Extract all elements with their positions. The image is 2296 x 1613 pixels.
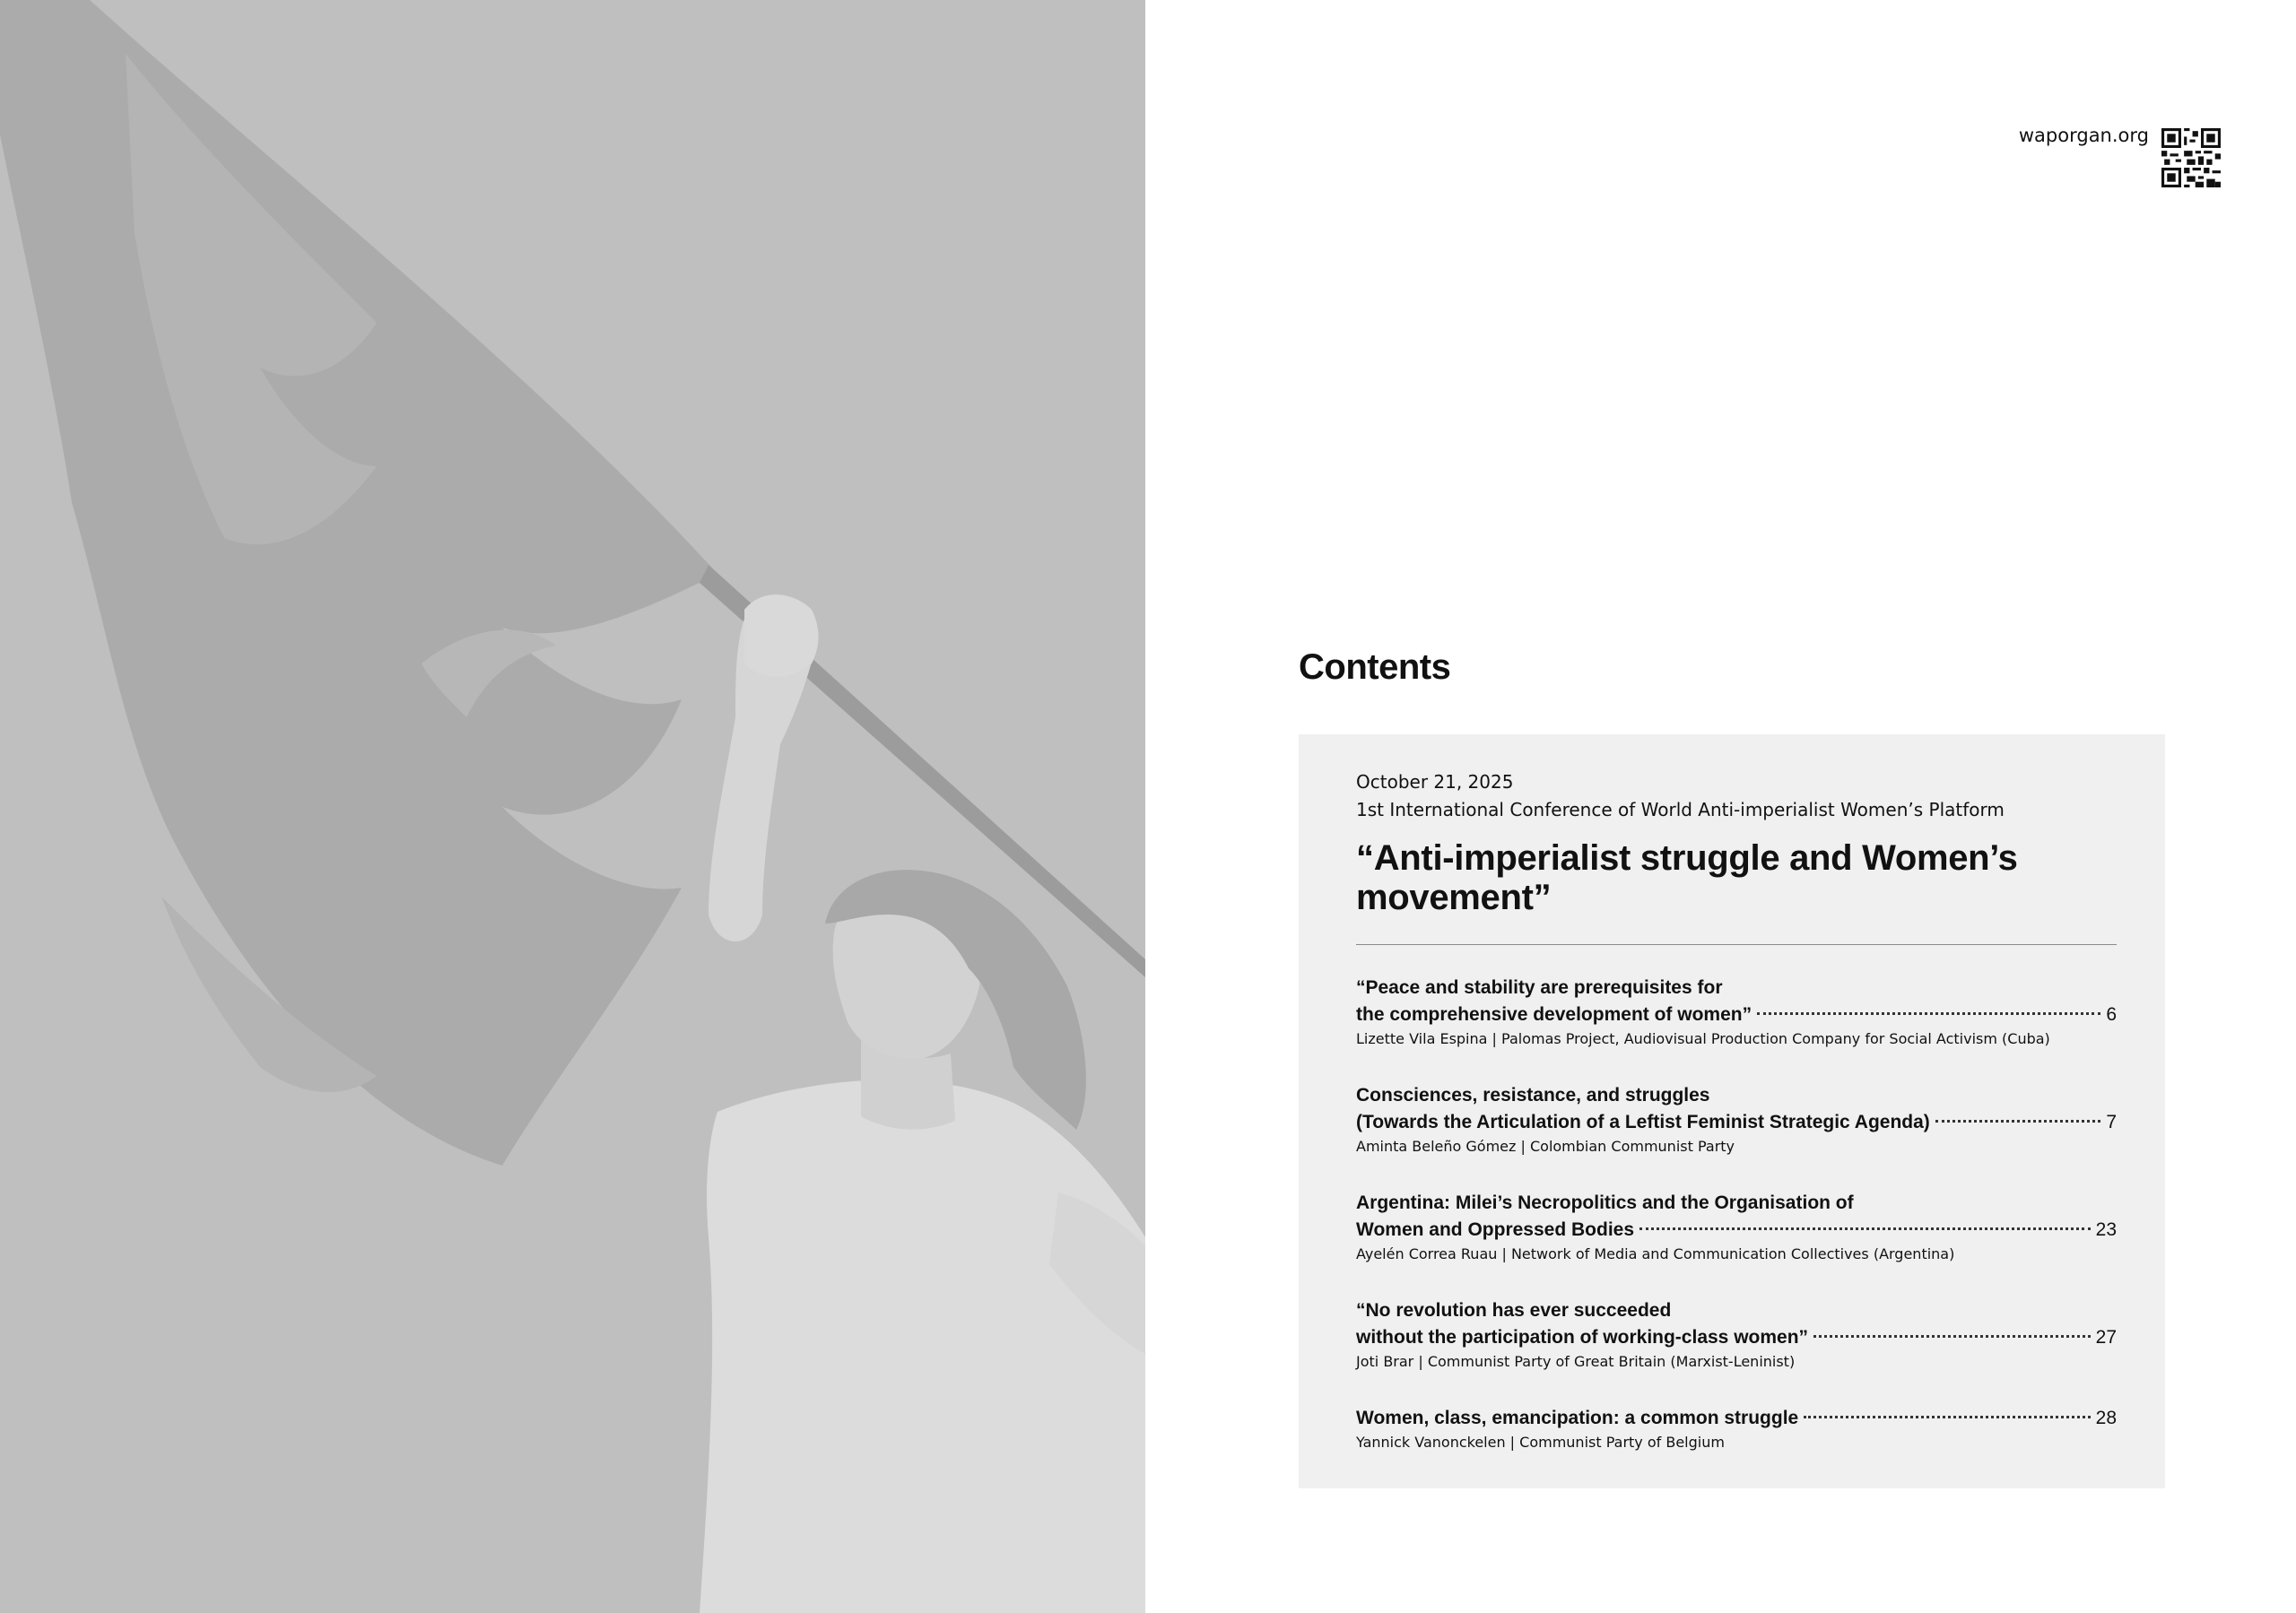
toc-author: Lizette Vila Espina | Palomas Project, Audiovisual Production Company for Social Activism (Cuba) — [1356, 1030, 2050, 1047]
divider — [1356, 944, 2117, 945]
toc-entry[interactable] — [1356, 1297, 2117, 1373]
toc-entry-title-line — [1356, 1324, 2117, 1351]
conference-date: October 21, 2025 — [1356, 771, 1514, 793]
contents-box — [1299, 734, 2165, 1488]
toc-page-number: 23 — [2095, 1219, 2117, 1240]
toc-entry-title: (Towards the Articulation of a Leftist Feminist Strategic Agenda) — [1356, 1112, 1930, 1132]
toc-entry[interactable] — [1356, 1082, 2117, 1158]
toc-entry-title-line — [1356, 1405, 2117, 1432]
toc-entry-title: without the participation of working-class women” — [1356, 1327, 1809, 1348]
woman-waving-flag-illustration — [0, 0, 1145, 1613]
conference-title: “Anti-imperialist struggle and Women’s movement” — [1356, 838, 2018, 917]
toc-leader-dots — [1813, 1335, 2091, 1338]
toc-author: Yannick Vanonckelen | Communist Party of Belgium — [1356, 1434, 1725, 1451]
toc-page-number: 27 — [2095, 1327, 2117, 1348]
toc-entry-title: Women and Oppressed Bodies — [1356, 1219, 1635, 1240]
contents-page — [1145, 0, 2296, 1613]
toc-entry[interactable] — [1356, 1405, 2117, 1453]
toc-entry-title: “Peace and stability are prerequisites for — [1356, 977, 1723, 998]
toc-entry-title-line — [1356, 1002, 2117, 1028]
toc-entry-title-line — [1356, 1109, 2117, 1136]
toc-leader-dots — [1639, 1227, 2091, 1230]
toc-leader-dots — [1935, 1120, 2101, 1123]
cover-illustration — [0, 0, 1145, 1613]
toc-entry-title: Women, class, emancipation: a common struggle — [1356, 1408, 1799, 1428]
toc-entry-title-line — [1356, 1217, 2117, 1244]
toc-author: Ayelén Correa Ruau | Network of Media and Communication Collectives (Argentina) — [1356, 1245, 1955, 1262]
conference-name: 1st International Conference of World Anti-imperialist Women’s Platform — [1356, 799, 2005, 820]
toc-entry[interactable] — [1356, 975, 2117, 1050]
toc-page-number: 6 — [2106, 1004, 2117, 1025]
contents-heading: Contents — [1299, 647, 1451, 687]
toc-author: Joti Brar | Communist Party of Great Britain (Marxist-Leninist) — [1356, 1353, 1796, 1370]
toc-page-number: 28 — [2095, 1408, 2117, 1428]
toc-entry-title: Argentina: Milei’s Necropolitics and the Organisation of — [1356, 1192, 1854, 1213]
qr-code-icon — [2161, 128, 2221, 187]
toc-entry[interactable] — [1356, 1190, 2117, 1265]
site-url[interactable]: waporgan.org — [2018, 125, 2149, 146]
toc-entry-title: the comprehensive development of women” — [1356, 1004, 1752, 1025]
toc-leader-dots — [1804, 1416, 2090, 1418]
toc-entry-title: Consciences, resistance, and struggles — [1356, 1085, 1710, 1106]
toc-leader-dots — [1757, 1012, 2100, 1015]
toc-page-number: 7 — [2106, 1112, 2117, 1132]
toc-entry-title: “No revolution has ever succeeded — [1356, 1300, 1672, 1321]
toc-author: Aminta Beleño Gómez | Colombian Communist Party — [1356, 1138, 1735, 1155]
